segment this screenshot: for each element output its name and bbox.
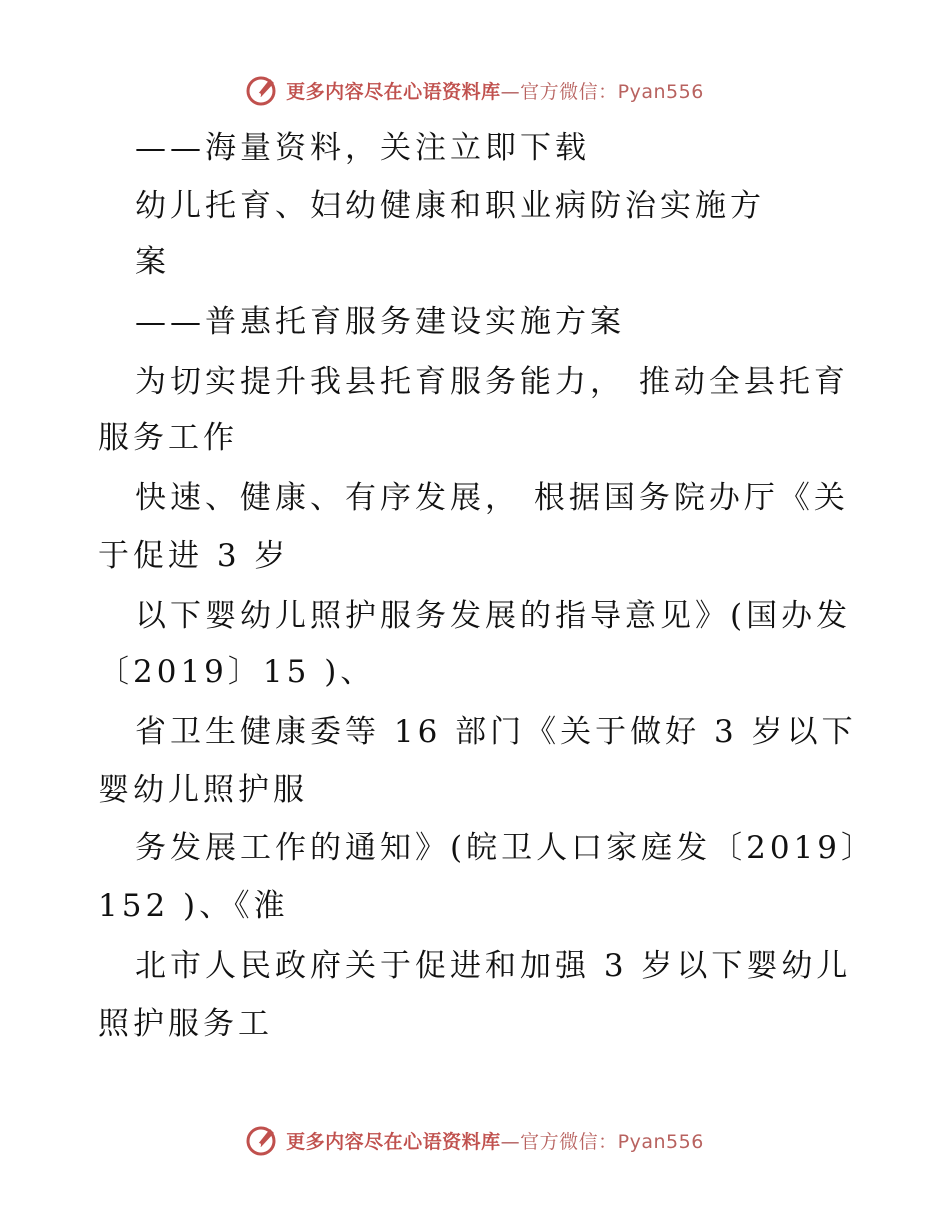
text-line: 幼儿托育、妇幼健康和职业病防治实施方 — [135, 188, 765, 224]
text-line: 于促进 3 岁 — [98, 538, 290, 574]
text-line: ——普惠托育服务建设实施方案 — [135, 304, 625, 340]
text-line: 婴幼儿照护服 — [98, 772, 308, 808]
text-line: 务发展工作的通知》(皖卫人口家庭发〔2019〕 — [135, 830, 876, 866]
text-line: ——海量资料，关注立即下载 — [135, 130, 590, 166]
text-line: 省卫生健康委等 16 部门《关于做好 3 岁以下 — [135, 714, 857, 750]
text-line: 快速、健康、有序发展， 根据国务院办厅《关 — [135, 480, 849, 516]
wechat-text: 官方微信：Pyan556 — [520, 1130, 704, 1153]
banner-text — [286, 77, 704, 104]
text-line: 152 )、《淮 — [98, 888, 289, 924]
banner-content — [246, 1123, 704, 1157]
brand-text: 更多内容尽在心语资料库 — [286, 80, 501, 103]
text-line: 案 — [135, 244, 170, 280]
text-line: 〔2019〕15 )、 — [98, 654, 376, 690]
text-line: 服务工作 — [98, 420, 238, 456]
text-line: 照护服务工 — [98, 1006, 273, 1042]
banner-content — [246, 73, 704, 107]
text-line: 以下婴幼儿照护服务发展的指导意见》(国办发 — [135, 598, 852, 634]
header-banner — [0, 70, 950, 110]
text-line: 为切实提升我县托育服务能力， 推动全县托育 — [135, 364, 849, 400]
text-line: 北市人民政府关于促进和加强 3 岁以下婴幼儿 — [135, 948, 852, 984]
brand-text: 更多内容尽在心语资料库 — [286, 1130, 501, 1153]
wechat-text: 官方微信：Pyan556 — [520, 80, 704, 103]
footer-banner — [0, 1120, 950, 1160]
banner-separator: — — [500, 80, 521, 103]
banner-separator: — — [500, 1130, 521, 1153]
pen-nib-logo-icon — [246, 1123, 280, 1157]
pen-nib-logo-icon — [246, 73, 280, 107]
banner-text — [286, 1127, 704, 1154]
